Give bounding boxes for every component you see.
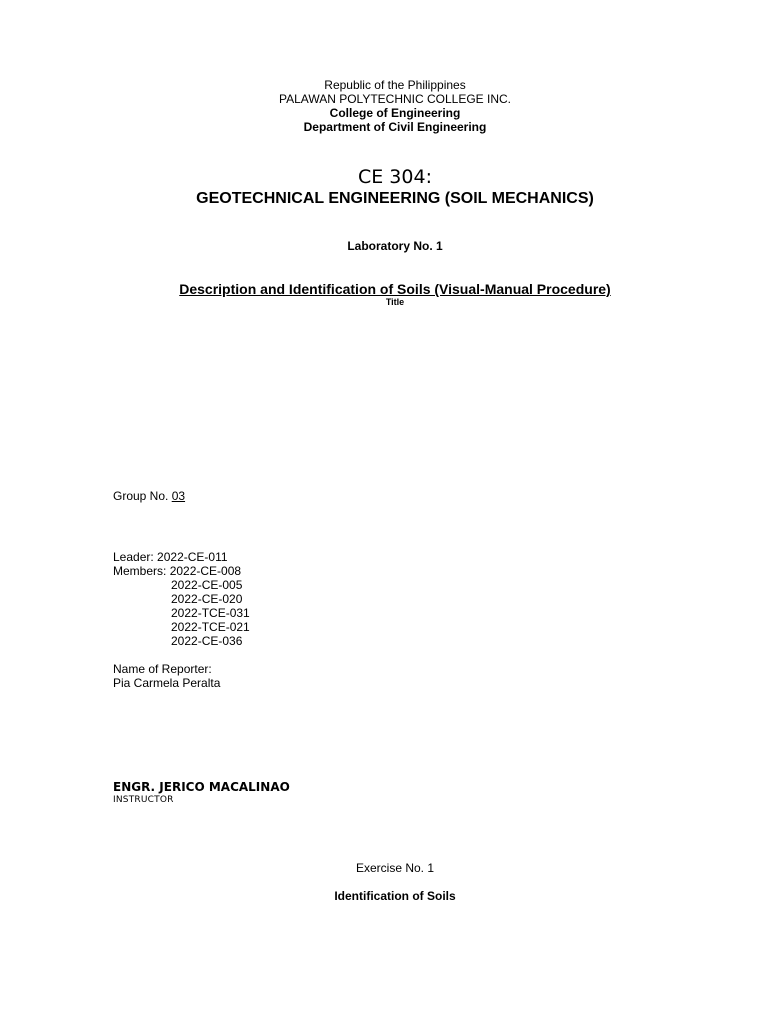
reporter-label: Name of Reporter:: [113, 662, 212, 676]
exercise-title: Identification of Soils: [334, 889, 456, 903]
group-number: 03: [171, 489, 186, 503]
group-number-line: [113, 489, 185, 503]
member-id: 2022-CE-036: [171, 634, 243, 648]
exercise-number: Exercise No. 1: [355, 861, 435, 875]
school-name: College of Engineering: [329, 106, 461, 120]
instructor-role: INSTRUCTOR: [113, 795, 174, 805]
department-name: Department of Civil Engineering: [303, 120, 487, 134]
member-id: 2022-CE-008: [169, 564, 242, 578]
reporter-block: [113, 662, 220, 690]
lab-number: Laboratory No. 1: [347, 239, 443, 253]
member-id: 2022-TCE-031: [171, 606, 250, 620]
group-label: Group No.: [113, 489, 172, 503]
member-id: 2022-CE-020: [171, 592, 243, 606]
member-id: 2022-CE-005: [171, 578, 243, 592]
college-name: PALAWAN POLYTECHNIC COLLEGE INC.: [278, 92, 512, 106]
reporter-name: Pia Carmela Peralta: [113, 676, 221, 690]
course-code: CE 304:: [358, 166, 432, 188]
members-label: Members:: [113, 564, 170, 578]
instructor-block: [113, 780, 290, 806]
leader-line: [113, 550, 250, 564]
header-block: [0, 78, 768, 134]
lab-title: Description and Identification of Soils (Visual-Manual Procedure): [179, 281, 611, 297]
republic-text: Republic of the Philippines: [324, 78, 466, 92]
leader-label: Leader:: [113, 550, 158, 564]
leader-id: 2022-CE-011: [157, 550, 228, 564]
instructor-name: ENGR. JERICO MACALINAO: [113, 780, 290, 794]
lab-title-caption: Title: [385, 297, 405, 307]
course-subject: GEOTECHNICAL ENGINEERING (SOIL MECHANICS): [196, 190, 594, 207]
members-line: [113, 564, 250, 578]
member-id: 2022-TCE-021: [171, 620, 250, 634]
group-members-block: [113, 550, 250, 648]
